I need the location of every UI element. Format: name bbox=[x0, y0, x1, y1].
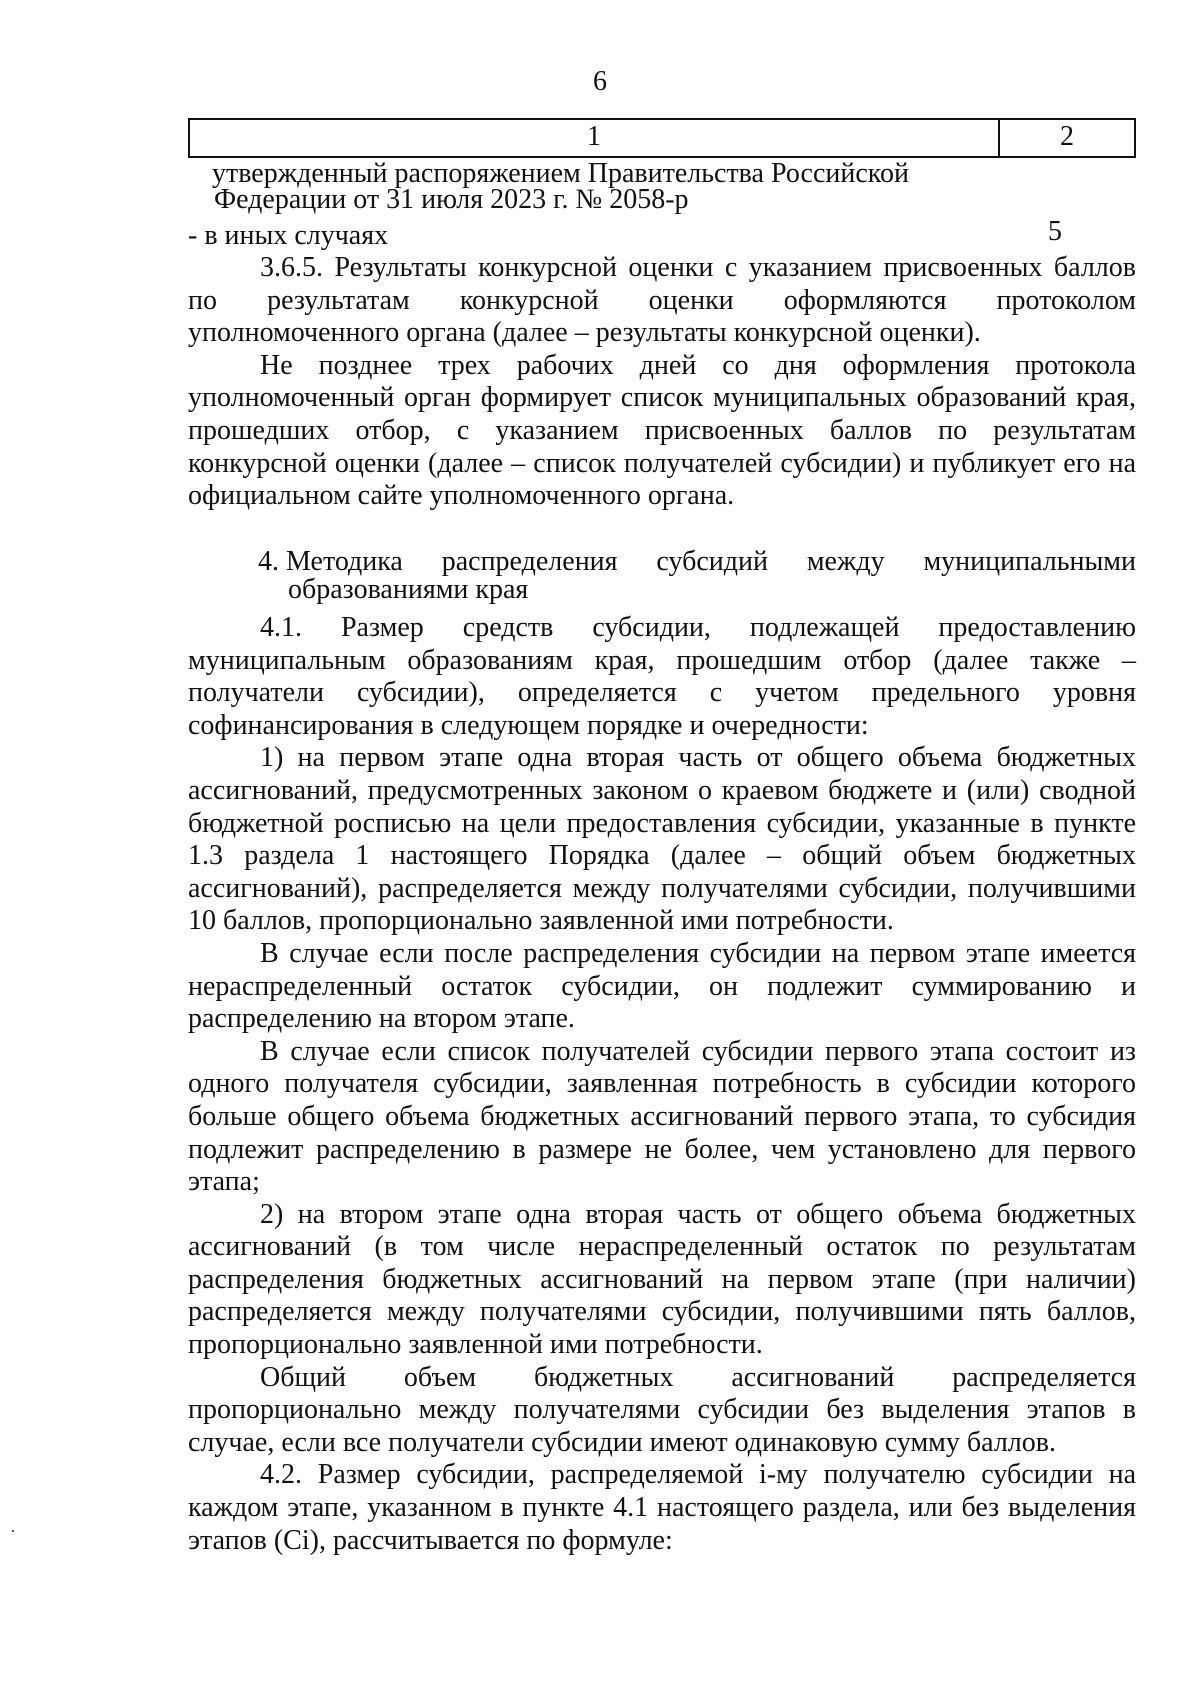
paragraph: 4.1. Размер средств субсидии, подлежащей предоставлению муниципальным образованиям края, прошедшим отбор (далее также – получатели субсидии), определяется с учетом предельного уровня софинансирования в следующем порядке и очередности: bbox=[188, 612, 1136, 741]
other-cases-label: - в иных случаях bbox=[188, 220, 389, 251]
heading-word: субсидий bbox=[656, 546, 768, 577]
paragraph: Общий объем бюджетных ассигнований распределяется пропорционально между получателями субсидии без выделения этапов в случае, если все получатели субсидии имеют одинаковую сумму баллов. bbox=[188, 1361, 1136, 1458]
paragraph: 4.2. Размер субсидии, распределяемой i-му получателю субсидии на каждом этапе, указанном в пункте 4.1 настоящего раздела, или без выделения этапов (Ci), рассчитывается по формуле: bbox=[188, 1459, 1136, 1556]
heading-word: распределения bbox=[441, 546, 618, 577]
heading-word: муниципальными bbox=[923, 546, 1136, 577]
heading-line-2: образованиями края bbox=[288, 574, 529, 605]
table-header-col-2: 2 bbox=[1060, 121, 1074, 152]
paragraph: В случае если после распределения субсидии на первом этапе имеется нераспределенный остаток субсидии, он подлежит суммированию и распределению на втором этапе. bbox=[188, 937, 1136, 1035]
paragraph: Не позднее трех рабочих дней со дня оформления протокола уполномоченный орган формирует список муниципальных образований края, прошедших отбор, с указанием присвоенных баллов по результатам конкурсной оценки (далее – список получателей субсидии) и публикует его на официальном сайте уполномоченного органа. bbox=[188, 349, 1136, 512]
paragraph: 3.6.5. Результаты конкурсной оценки с указанием присвоенных баллов по результатам конкурсной оценки оформляются протоколом уполномоченного органа (далее – результаты конкурсной оценки). bbox=[188, 252, 1136, 349]
table-header-col-1: 1 bbox=[190, 120, 1000, 156]
section-4-body bbox=[188, 612, 1136, 1557]
paragraph: 2) на втором этапе одна вторая часть от общего объема бюджетных ассигнований (в том числе нераспределенный остаток по результатам распределения бюджетных ассигнований на первом этапе (при наличии) распределяется между получателями субсидии, получившими пять баллов, пропорционально заявленной ими потребности. bbox=[188, 1198, 1136, 1361]
section-4-heading bbox=[258, 548, 1136, 604]
heading-word: между bbox=[806, 546, 885, 577]
page-number: 6 bbox=[593, 66, 607, 97]
criterion-text-line-1: утвержденный распоряжением Правительства Российской bbox=[212, 158, 909, 189]
other-cases-score: 5 bbox=[1048, 216, 1062, 247]
paragraph: 1) на первом этапе одна вторая часть от общего объема бюджетных ассигнований, предусмотренных законом о краевом бюджете и (или) сводной бюджетной росписью на цели предоставления субсидии, указанные в пункте 1.3 раздела 1 настоящего Порядка (далее – общий объем бюджетных ассигнований), распределяется между получателями субсидии, получившими 10 баллов, пропорционально заявленной ими потребности. bbox=[188, 742, 1136, 937]
section-3-6-5 bbox=[188, 252, 1136, 513]
table-header-row bbox=[188, 118, 1136, 158]
criterion-text-line-2: Федерации от 31 июля 2023 г. № 2058-р bbox=[214, 184, 689, 215]
heading-word: 4. Методика bbox=[258, 546, 403, 577]
scan-speck bbox=[12, 1530, 14, 1532]
paragraph: В случае если список получателей субсидии первого этапа состоит из одного получателя субсидии, заявленная потребность в субсидии которого больше общего объема бюджетных ассигнований первого этапа, то субсидия подлежит распределению в размере не более, чем установлено для первого этапа; bbox=[188, 1035, 1136, 1198]
